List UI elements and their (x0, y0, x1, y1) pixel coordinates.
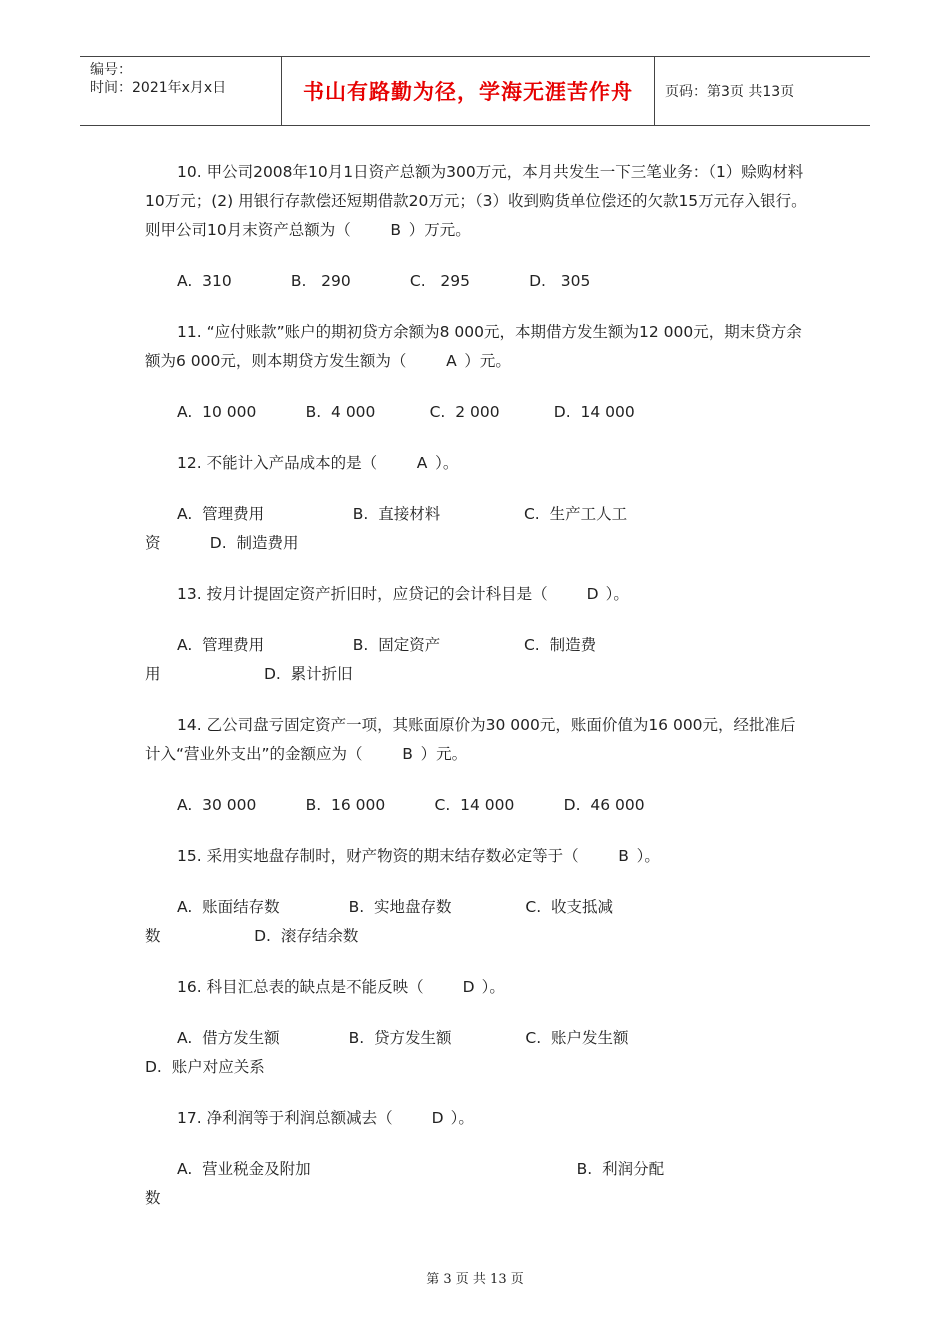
answer-options-line: 用 D. 累计折旧 (145, 665, 353, 683)
document-time-label: 时间：2021年x月x日 (90, 80, 227, 96)
answer-letter: B (390, 221, 402, 239)
spacer (145, 296, 810, 318)
document-number-label: 编号： (90, 62, 132, 78)
question-text: 10. 甲公司2008年10月1日资产总额为300万元，本月共发生一下三笔业务：（1）赊购材料10万元；(2) 用银行存款偿还短期借款20万元；（3）收到购货单位偿还的欠款15万元存入银行。则甲公司10月末资产总额为（ (145, 163, 807, 239)
spacer (145, 558, 810, 580)
spacer (145, 871, 810, 893)
answer-letter: A (416, 454, 428, 472)
question-text: 14. 乙公司盘亏固定资产一项，其账面原价为30 000元，账面价值为16 000元，经批准后计入“营业外支出”的金额应为（ (145, 716, 796, 763)
header-page-info: 页码：第3页 共13页 (665, 84, 795, 100)
question-text: 13. 按月计提固定资产折旧时，应贷记的会计科目是（ (177, 585, 548, 603)
spacer (145, 478, 810, 500)
spacer (145, 427, 810, 449)
spacer (145, 376, 810, 398)
spacer (145, 1082, 810, 1104)
spacer (145, 769, 810, 791)
header-meta (80, 57, 282, 125)
question-text-tail: ）万元。 (408, 221, 471, 239)
spacer (145, 820, 810, 842)
spacer (145, 1002, 810, 1024)
answer-options-line: 数 D. 滚存结余数 (145, 927, 359, 945)
question-stem (145, 158, 810, 245)
answer-options-line: 数 (145, 1189, 161, 1207)
question-stem (145, 1104, 810, 1133)
question-text: 15. 采用实地盘存制时，财产物资的期末结存数必定等于（ (177, 847, 579, 865)
answer-options-line: A. 30 000 B. 16 000 C. 14 000 D. 46 000 (177, 796, 645, 814)
question-text-tail: ）元。 (464, 352, 511, 370)
question-stem (145, 580, 810, 609)
answer-options-line: A. 310 B. 290 C. 295 D. 305 (177, 272, 591, 290)
page-header (80, 56, 870, 126)
answer-letter: D (462, 978, 475, 996)
question-stem (145, 973, 810, 1002)
question-text-tail: ）。 (435, 454, 459, 472)
question-text-tail: ）。 (450, 1109, 474, 1127)
question-text: 11. “应付账款”账户的期初贷方余额为8 000元，本期借方发生额为12 000元，期末贷方余额为6 000元，则本期贷方发生额为（ (145, 323, 802, 370)
question-text-tail: ）。 (605, 585, 629, 603)
spacer (145, 1213, 810, 1235)
question-text: 12. 不能计入产品成本的是（ (177, 454, 378, 472)
question-text-tail: ）。 (481, 978, 505, 996)
answer-letter: D (586, 585, 599, 603)
page-footer: 第 3 页 共 13 页 (426, 1272, 524, 1287)
question-stem (145, 318, 810, 376)
question-list (145, 158, 810, 1235)
question-stem (145, 842, 810, 871)
answer-options-line: 资 D. 制造费用 (145, 534, 299, 552)
question-text: 17. 净利润等于利润总额减去（ (177, 1109, 393, 1127)
question-stem (145, 711, 810, 769)
answer-options-line: A. 账面结存数 B. 实地盘存数 C. 收支抵减 (177, 898, 614, 916)
answer-letter: B (618, 847, 629, 865)
answer-letter: D (431, 1109, 444, 1127)
answer-options-line: A. 借方发生额 B. 贷方发生额 C. 账户发生额 (177, 1029, 629, 1047)
question-stem (145, 449, 810, 478)
header-motto-cell (282, 57, 655, 125)
spacer (145, 1133, 810, 1155)
answer-options-line: A. 营业税金及附加 B. 利润分配 (177, 1160, 665, 1178)
answer-options-line: A. 管理费用 B. 固定资产 C. 制造费 (177, 636, 597, 654)
question-text: 16. 科目汇总表的缺点是不能反映（ (177, 978, 424, 996)
answer-letter: A (446, 352, 457, 370)
answer-letter: B (402, 745, 413, 763)
answer-options-line: D. 账户对应关系 (145, 1058, 265, 1076)
question-text-tail: ）。 (636, 847, 660, 865)
spacer (145, 245, 810, 267)
header-page-info-cell (655, 57, 870, 125)
spacer (145, 689, 810, 711)
spacer (145, 609, 810, 631)
header-motto: 书山有路勤为径，学海无涯苦作舟 (303, 79, 633, 104)
question-text-tail: ）元。 (420, 745, 468, 763)
answer-options-line: A. 管理费用 B. 直接材料 C. 生产工人工 (177, 505, 628, 523)
answer-options-line: A. 10 000 B. 4 000 C. 2 000 D. 14 000 (177, 403, 635, 421)
spacer (145, 951, 810, 973)
